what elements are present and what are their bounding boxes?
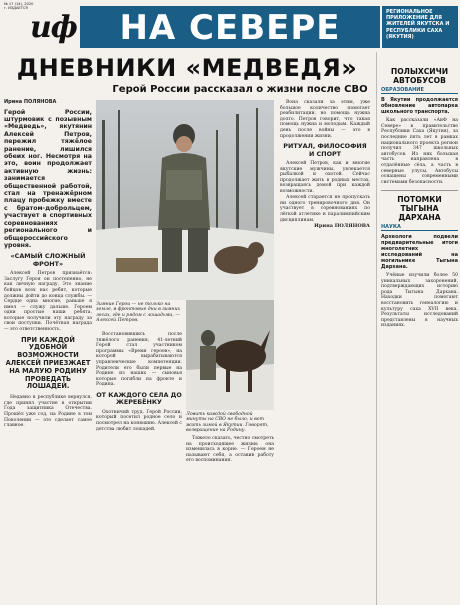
column-3-text: Тяжело сказать, честно смотреть на происходящее жизни: она изменилась в корне. — Героем не называют себя, а оставив работу его воспоминания. [186, 436, 274, 464]
column-1b-text: Недавно в республике вернулся, где принял участие в открытии Года защитника Отечества. Прошёл уже год, на Родине в том Поколении — это сделает самое главное. [4, 395, 92, 429]
sidebar-story-2-rubric: НАУКА [381, 224, 458, 231]
photo-caption-1: Зимние Герои — не только на земле, в фронтовые дни в зимних лесах, где и рядом с лошадьми, — Алексей Петров. [96, 302, 181, 324]
newspaper-subtitle: РЕГИОНАЛЬНОЕ ПРИЛОЖЕНИЕ ДЛЯ ЖИТЕЛЕЙ ЯКУТСКА И РЕСПУБЛИКИ САХА (ЯКУТИЯ) [386, 9, 450, 40]
sidebar-story-2-body: Учёные изучили более 50 уникальных захоронений, подтверждающих историю рода Тыгына Дархана. Находки помогают восстановить генеалогию и культуру саха XVII века. Результаты исследований представлены в научных изданиях. [381, 273, 458, 329]
sidebar-story-1-lead: В Якутии продолжается обновление автопарка школьного транспорта. [381, 97, 458, 116]
subtitle-band [382, 6, 458, 48]
title-band [80, 6, 380, 48]
column-4 [280, 100, 370, 229]
right-sidebar [376, 52, 458, 605]
article-headline: ДНЕВНИКИ «МЕДВЕДЯ» [16, 54, 358, 82]
newspaper-title: НА СЕВЕРЕ [119, 8, 341, 48]
section-title-1: «САМЫЙ СЛОЖНЫЙ ФРОНТ» [10, 252, 86, 268]
column-3 [186, 436, 274, 465]
main-photo-image [96, 100, 274, 300]
article-lead: Герой России, штурмовик с позывным «Медведь», якутянин Алексей Петров, пережил тяжёлое ранение, лишился обеих ног. Несмотря на это, воин продолжает активную жизнь: занимается общественной работой, стал на тренажёрном плацу пробежку вместе с братом-доброльцем, участвует в спортивных соревнованиях регионального и общероссийского уровня. [4, 108, 92, 249]
sidebar-story-2-lead: Археологи подвели предварительные итоги многолетних исследований на могильнике Тыгына Дархана. [381, 234, 458, 271]
second-photo-image [186, 300, 274, 410]
section-title-2: ОТ КАЖДОГО СЕЛА ДО ЖЕРЕБЁНКУ [96, 390, 182, 407]
article-signature: Ирина ПОЛЯНОВА [314, 222, 370, 229]
aif-logo [30, 6, 76, 50]
photo-caption-2: Ловить каждой свободной минуты на СВО не было, и вот жить зимой в Якутии. Говорят, возвращение на Родину. [186, 412, 269, 434]
sidebar-story-1-body: Как рассказали «АиФ на Севере» в правительстве Республики Саха (Якутия), за последние пять лет в рамках национального проекта регион получил 347 школьных автобусов. Из них большая часть направлена в отдалённые сёла, а часть в северные улусы. Автобусы оснащены современными системами безопасности. [381, 118, 458, 185]
column-2b-text: Охотничий труд. Герой России, который посетил родное село и посмотрел на конюшню. Алексей с детства любит лошадей. [96, 409, 182, 432]
sidebar-story-1-rubric: ОБРАЗОВАНИЕ [381, 87, 458, 94]
sidebar-story-1-title: ПОЛЫХСИЧИ АВТОБУСОВ [390, 67, 449, 85]
main-photo [96, 100, 274, 300]
article-subhead: Герой России рассказал о жизни после СВО [112, 84, 368, 95]
column-4-text: Вона сказали за этим, уже большое количество помогает реабилитации, но помощь нужна долго. Петров говорит, что такая помощь нужна и молодым. Каждый день после войны — это в продолжении жизни. [280, 100, 370, 139]
column-1 [4, 100, 92, 429]
second-photo [186, 300, 274, 410]
column-2 [96, 332, 182, 433]
column-1-text: Алексей Петров признаётся: Заслугу Героя он постепенно, не как личную награду. Это знание бойцов всех нас ребят, которые должны дойти до конца службы. — Сердце одна многие, раньше я имел — служу дальше. Героем одни простые наши ребята, которые получили эту награду за свои поступки. Почётная награда — это ответственность. [4, 271, 92, 333]
sidebar-story-2-title: ПОТОМКИ ТЫГЫНА ДАРХАНА [397, 195, 442, 222]
pull-quote: ПРИ КАЖДОЙ УДОБНОЙ ВОЗМОЖНОСТИ АЛЕКСЕЙ ПРИЕЗЖАЕТ НА МАЛУЮ РОДИНУ ПРОВЕДАТЬ ЛОШАДЕЙ. [5, 335, 91, 391]
column-4b-text: Алексей старается не пропускать ни одного тренировочного дня. Он участвует в соревнованиях по лёгкой атлетике и паралимпийским дисциплинам. [280, 195, 370, 223]
sidebar-story-2-text [381, 273, 458, 329]
byline: Ирина ПОЛЯНОВА [4, 99, 57, 105]
sidebar-story-1-text [381, 118, 458, 185]
masthead [0, 0, 460, 52]
logo-text: иф [30, 10, 77, 45]
issue-info: № 17 (14), 2020 г. ИЗДАЕТСЯ [4, 2, 34, 11]
sidebar-divider [381, 190, 458, 191]
column-3b-text: Алексей Петров, как и многие якутские мужчины, увлекается рыбалкой и охотой. Сейчас продолжает жить в родных местах, возвращаясь домой при каждой возможности. [280, 160, 370, 194]
section-title-3: РИТУАЛ, ФИЛОСОФИЯ И СПОРТ [283, 142, 367, 158]
column-2-text: Восстановившись после тяжёлого ранения, 41-летний Герой стал участником программы «Время героев», на которой вырабатываются управленческие компетенции. Родители его были первые на Родине из наших — сыновья которые погибли на фронте и Родина. [96, 332, 182, 388]
